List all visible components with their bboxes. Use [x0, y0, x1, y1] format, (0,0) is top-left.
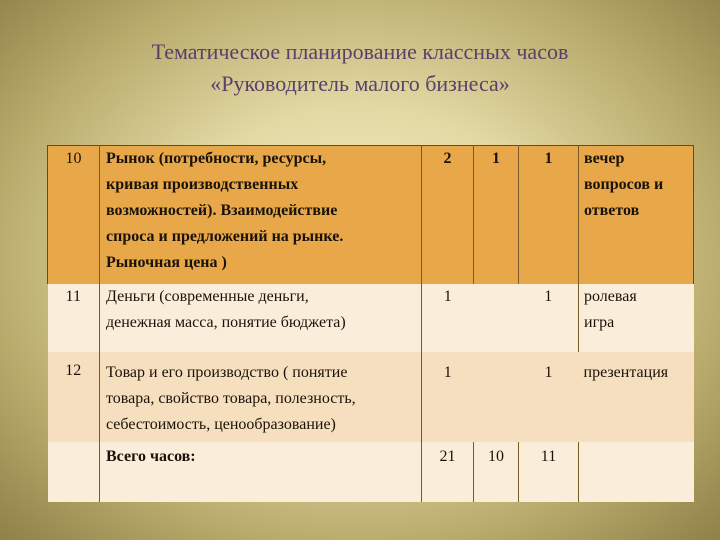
- table-row-10: [48, 146, 694, 285]
- row-number: 11: [48, 284, 100, 352]
- topic-line: себестоимость, ценообразование): [106, 416, 336, 433]
- form-line: вечер: [584, 150, 625, 167]
- hours-col2: 1: [474, 146, 519, 285]
- row-number: 12: [48, 352, 100, 442]
- hours-col1: 1: [422, 284, 474, 352]
- form-cell: [579, 352, 694, 442]
- topic-line: Товар и его производство ( понятие: [106, 364, 348, 381]
- row-number: 10: [48, 146, 100, 285]
- topic-line: кривая производственных: [106, 176, 299, 193]
- total-col2: 10: [474, 442, 519, 502]
- topic-line: денежная масса, понятие бюджета): [106, 314, 346, 331]
- form-line: ролевая: [584, 288, 637, 305]
- slide-title: [60, 36, 660, 100]
- form-line: презентация: [583, 364, 669, 381]
- plan-table: [47, 145, 694, 502]
- topic-line: спроса и предложений на рынке.: [106, 228, 344, 245]
- row-number-empty: [48, 442, 100, 502]
- topic-cell: [100, 146, 422, 285]
- total-label: Всего часов:: [100, 442, 422, 502]
- form-line: ответов: [584, 202, 640, 219]
- hours-col3: 1: [519, 284, 579, 352]
- hours-col1: 2: [422, 146, 474, 285]
- hours-col1: 1: [422, 352, 474, 442]
- topic-line: Рынок (потребности, ресурсы,: [106, 150, 327, 167]
- topic-cell: [100, 284, 422, 352]
- form-cell: [579, 284, 694, 352]
- topic-line: возможностей). Взаимодействие: [106, 202, 338, 219]
- topic-line: Деньги (современные деньги,: [106, 288, 309, 305]
- total-form-empty: [579, 442, 694, 502]
- topic-cell: [100, 352, 422, 442]
- hours-col3: 1: [519, 146, 579, 285]
- hours-col2: [474, 284, 519, 352]
- hours-col3: 1: [519, 352, 579, 442]
- total-col3: 11: [519, 442, 579, 502]
- table-row-total: [48, 442, 694, 502]
- topic-line: товара, свойство товара, полезность,: [106, 390, 356, 407]
- topic-line: Рыночная цена ): [106, 254, 227, 271]
- table-row-11: [48, 284, 694, 352]
- title-line-1: Тематическое планирование классных часов: [151, 39, 569, 64]
- title-line-2: «Руководитель малого бизнеса»: [210, 71, 510, 96]
- table-row-12: [48, 352, 694, 442]
- total-col1: 21: [422, 442, 474, 502]
- form-line: вопросов и: [584, 176, 664, 193]
- hours-col2: [474, 352, 519, 442]
- form-cell: [579, 146, 694, 285]
- form-line: игра: [584, 314, 615, 331]
